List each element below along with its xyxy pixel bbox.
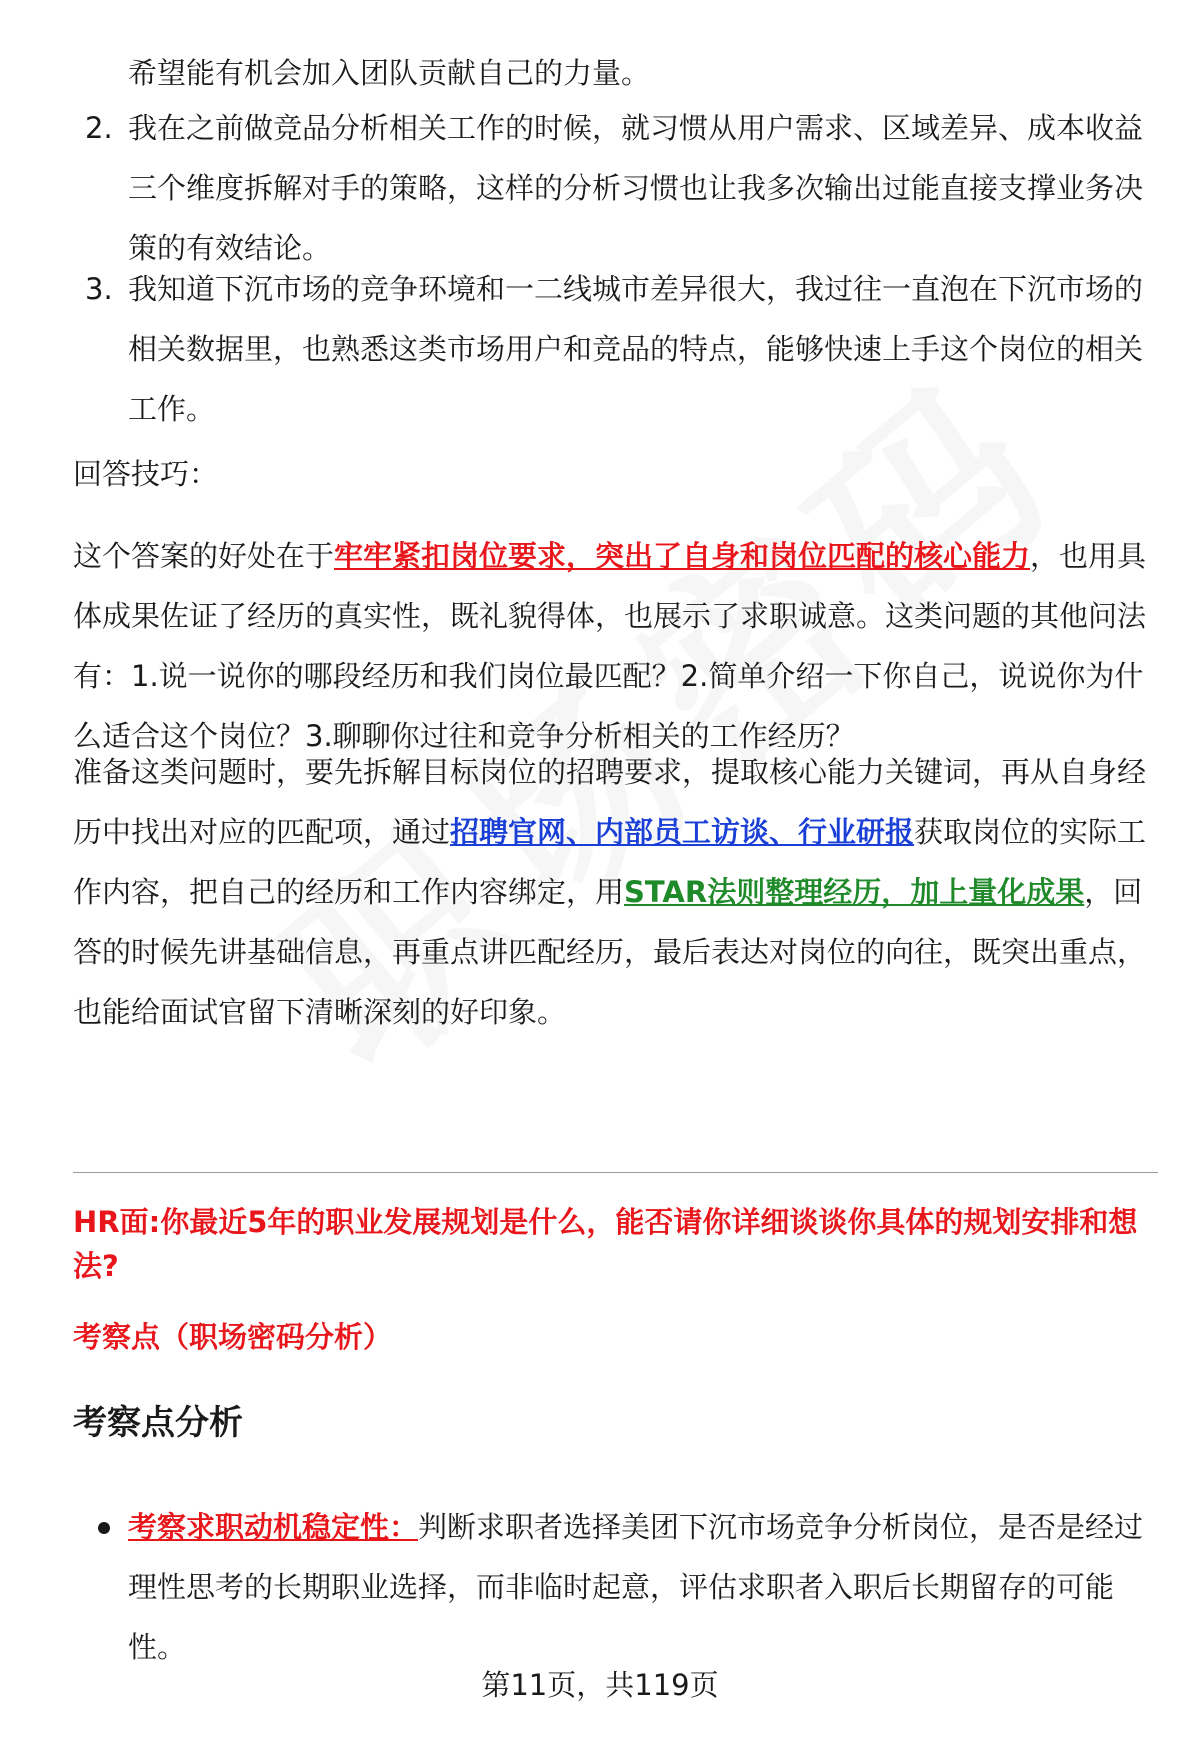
text-span: 这个答案的好处在于: [73, 539, 335, 573]
bullet-body: 判断求职者选择美团下沉市场竞争分析岗位，是否是经过理性思考的长期职业选择，而非临时起意，评估求职者入职后长期留存的可能性。: [128, 1510, 1144, 1664]
text-span: 获取岗位的实际工作内容，把自己的经历和工作内容绑定，用: [73, 815, 1147, 909]
section-title: 考察点分析: [73, 1403, 243, 1443]
text-span: ，回答的时候先讲基础信息，再重点讲匹配经历，最后表达对岗位的向往，既突出重点，也能给面试官留下清晰深刻的好印象。: [73, 875, 1147, 1029]
assessment-point-label: 考察点（职场密码分析）: [73, 1320, 393, 1354]
list-number: 3.: [85, 272, 113, 306]
text-span: ，也用具体成果佐证了经历的真实性，既礼貌得体，也展示了求职诚意。这类问题的其他问法有：1.说一说你的哪段经历和我们岗位最匹配？2.简单介绍一下你自己，说说你为什么适合这个岗位？3.聊聊你过往和竞争分析相关的工作经历？: [73, 539, 1147, 753]
document-page: [73, 0, 1158, 1755]
tips-label: 回答技巧：: [73, 457, 219, 491]
page-footer: 第11页，共119页: [481, 1668, 719, 1702]
paragraph-advantage: [73, 526, 1158, 766]
text-span: 准备这类问题时，要先拆解目标岗位的招聘要求，提取核心能力关键词，再从自身经历中找出对应的匹配项，通过: [73, 755, 1147, 849]
highlight-red: 牢牢紧扣岗位要求，突出了自身和岗位匹配的核心能力: [334, 539, 1031, 573]
bullet-item: [73, 1497, 1158, 1677]
bullet-text: [73, 1497, 1158, 1677]
list-continuation: 希望能有机会加入团队贡献自己的力量。: [128, 56, 651, 90]
bullet-label: 考察求职动机稳定性：: [128, 1510, 419, 1544]
highlight-green: STAR法则整理经历，加上量化成果: [624, 875, 1085, 909]
divider: [73, 1172, 1158, 1173]
list-item-3: [73, 259, 1158, 439]
list-item-text: 我知道下沉市场的竞争环境和一二线城市差异很大，我过往一直泡在下沉市场的相关数据里，也熟悉这类市场用户和竞品的特点，能够快速上手这个岗位的相关工作。: [128, 272, 1144, 426]
list-item-text: 我在之前做竞品分析相关工作的时候，就习惯从用户需求、区域差异、成本收益三个维度拆解对手的策略，这样的分析习惯也让我多次输出过能直接支撑业务决策的有效结论。: [128, 111, 1144, 265]
hr-question: HR面:你最近5年的职业发展规划是什么，能否请你详细谈谈你具体的规划安排和想法?: [73, 1205, 1138, 1283]
bullet-dot-icon: [98, 1522, 110, 1534]
list-item-2: [73, 98, 1158, 278]
list-number: 2.: [85, 111, 113, 145]
paragraph-preparation: [73, 742, 1158, 1042]
highlight-blue: 招聘官网、内部员工访谈、行业研报: [450, 815, 915, 849]
